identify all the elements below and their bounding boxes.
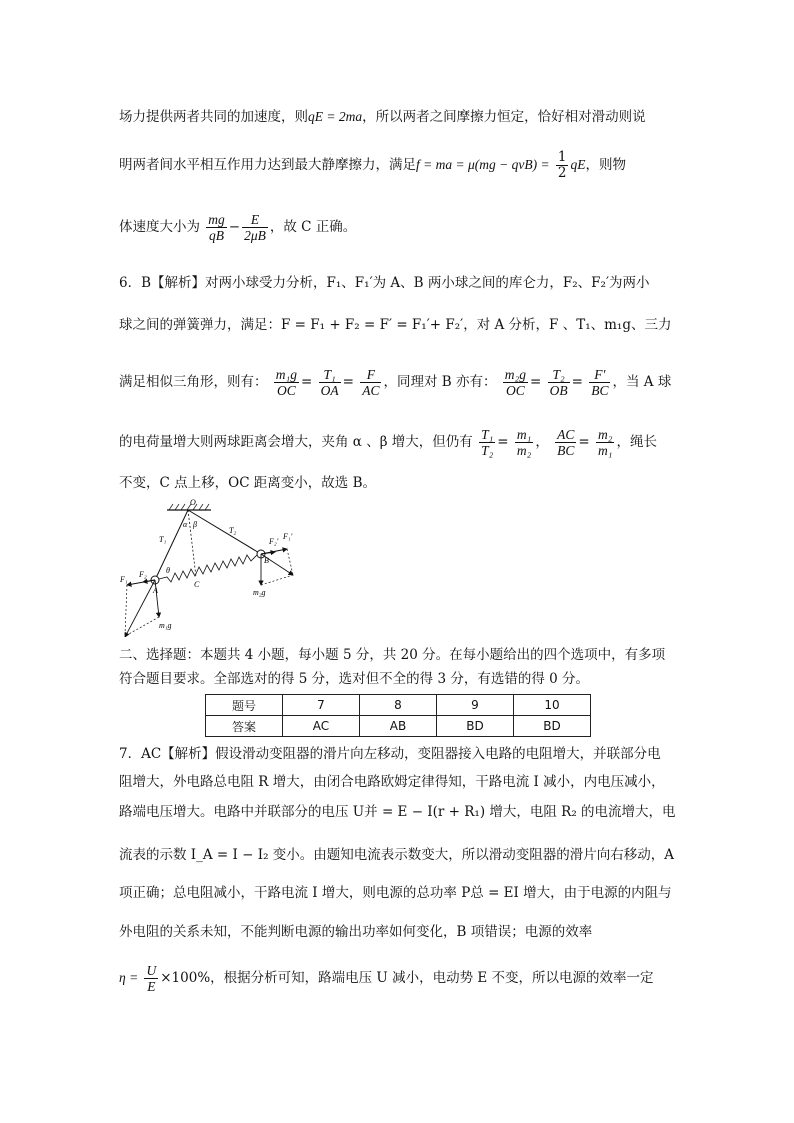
table-cell: 9 xyxy=(437,695,514,716)
label-theta: θ xyxy=(166,566,170,575)
denominator: m₂ xyxy=(516,443,532,458)
p6-line-1: 6．B【解析】对两小球受力分析，F₁、F₁′为 A、B 两小球之间的库仑力，F₂、F₂′为两小 xyxy=(119,275,650,291)
label-f1: F₁ xyxy=(120,575,128,584)
label-alpha: α xyxy=(183,520,188,529)
numerator: m₂ xyxy=(598,427,613,442)
p7-line-6: 外电阻的关系未知，不能判断电源的输出功率如何变化，B 项错误；电源的效率 xyxy=(119,924,593,940)
text: ，则物 xyxy=(585,157,626,173)
label-f2: F₂ xyxy=(139,570,147,579)
text: ×100%，根据分析可知，路端电压 U 减小，电动势 E 不变，所以电源的效率一定 xyxy=(160,970,654,986)
fraction xyxy=(555,427,576,458)
numerator: m₁g xyxy=(275,367,297,382)
numerator: F′ xyxy=(589,367,610,383)
p6-line-5: 不变，C 点上移，OC 距离变小，故选 B。 xyxy=(119,475,377,491)
ceiling-hatch xyxy=(169,504,209,510)
text: 明两者间水平相互作用力达到最大静摩擦力，满足 xyxy=(119,157,416,173)
section2-line-1: 二、选择题：本题共 4 小题，每小题 5 分，共 20 分。在每小题给出的四个选项中，有多项 xyxy=(119,647,666,663)
fraction xyxy=(242,212,268,243)
section2-line-2: 符合题目要求。全部选对的得 5 分，选对但不全的得 3 分，有选错的得 0 分。 xyxy=(119,671,590,687)
table-cell: BD xyxy=(514,716,591,737)
denominator: qB xyxy=(209,228,225,243)
text: ，同理对 B 亦有： xyxy=(383,374,497,390)
p7-line-3: 路端电压增大。电路中并联部分的电压 U并 = E − I(r + R₁) 增大，电阻 R₂ 的电流增大，电 xyxy=(119,804,676,820)
fraction xyxy=(503,367,528,398)
label-m2g: m₂g xyxy=(253,588,266,597)
fraction xyxy=(319,367,341,398)
table-cell: BD xyxy=(437,716,514,737)
formula: η = xyxy=(119,970,139,985)
formula: f = ma = μ(mg − qvB) = xyxy=(416,157,550,172)
fraction xyxy=(206,212,227,243)
table-cell: 答案 xyxy=(206,716,283,737)
denominator: OC xyxy=(277,383,296,398)
text: 的电荷量增大则两球距离会增大，夹角 α 、β 增大，但仍有 xyxy=(119,434,473,450)
table-cell: 7 xyxy=(283,695,360,716)
denominator: OB xyxy=(549,383,568,398)
text: 场力提供两者共同的加速度，则 xyxy=(119,109,308,125)
denominator: AC xyxy=(362,383,380,398)
table-row xyxy=(206,716,591,737)
text: 满足相似三角形，则有： xyxy=(119,374,268,390)
fraction xyxy=(515,427,533,458)
fraction xyxy=(360,367,381,398)
denominator: E xyxy=(147,979,156,994)
answer-table xyxy=(205,694,591,737)
formula: qE = 2ma xyxy=(308,109,363,124)
p5-line-3 xyxy=(119,212,356,243)
fraction xyxy=(274,367,299,398)
operator: − xyxy=(228,219,241,235)
label-m1g: m₁g xyxy=(159,621,172,630)
denominator: BC xyxy=(591,383,609,398)
label-t1: T₁ xyxy=(159,535,167,544)
fraction xyxy=(548,367,570,398)
p7-line-2: 阻增大，外电路总电阻 R 增大，由闭合电路欧姆定律得知，干路电流 I 减小，内电压减小， xyxy=(119,774,665,790)
denominator: BC xyxy=(557,443,575,458)
string-ob xyxy=(188,510,261,554)
fraction xyxy=(479,427,495,458)
numerator: U xyxy=(146,963,157,978)
numerator: m₂g xyxy=(504,367,526,382)
label-c: C xyxy=(194,580,200,589)
parallelogram-b xyxy=(287,549,293,575)
fraction xyxy=(589,367,610,398)
spring xyxy=(159,555,257,582)
label-a: A xyxy=(153,586,158,595)
numerator: T₁ xyxy=(319,367,341,383)
denominator: OC xyxy=(506,383,525,398)
text: ，当 A 球 xyxy=(612,374,672,390)
text: ，所以两者之间摩擦力恒定，恰好相对滑动则说 xyxy=(362,109,646,125)
p7-line-4: 流表的示数 I_A = I − I₂ 变小。由题知电流表示数变大，所以滑动变阻器的滑片向右移动，A xyxy=(119,847,675,863)
numerator: E xyxy=(242,212,268,228)
numerator: mg xyxy=(208,212,225,227)
numerator: T₁ xyxy=(481,427,494,442)
table-cell: 10 xyxy=(514,695,591,716)
p7-line-1: 7．AC【解析】假设滑动变阻器的滑片向左移动，变阻器接入电路的电阻增大，并联部分电 xyxy=(119,746,661,762)
p7-line-7 xyxy=(119,963,654,994)
force-diagram xyxy=(115,497,315,637)
label-f2p: F₂′ xyxy=(269,537,279,546)
p6-line-2: 球之间的弹簧弹力，满足：F = F₁ + F₂ = F′ = F₁′+ F₂′，对 A 分析，F 、T₁、m₁g、三力 xyxy=(119,317,672,333)
denominator: 2μB xyxy=(244,228,266,243)
p6-line-4: 的电荷量增大则两球距离会增大，夹角 α 、β 增大，但仍有 $\frac{\text{T₁}}{\text{T₂}}$ = $\frac{\text{m₁}}{\text{m₂}}$ ， $\frac{AC}{BC}$ = $\frac{\text{m₂}}{\text{m₁}}$ ，绳长 xyxy=(119,427,657,458)
p7-line-5: 项正确；总电阻减小，干路电流 I 增大，则电源的总功率 P总 = EI 增大，由于电源的内阻与 xyxy=(119,885,672,901)
p5-line-2 xyxy=(119,150,626,181)
text: ，绳长 xyxy=(616,434,657,450)
table-cell: 8 xyxy=(360,695,437,716)
p6-line-3: 满足相似三角形，则有： $\frac{\text{m₁g}}{OC}$ = $\frac{\text{T₁}}{OA}$ = $\frac{F}{AC}$ ，同理对 B 亦有： $\frac{\text{m₂g}}{OC}$ = $\frac{\text{T₂}}{OB}$ = $\frac{F'}{BC}$ ，当 A 球 xyxy=(119,367,672,398)
numerator: AC xyxy=(557,427,575,442)
parallelogram-b xyxy=(261,575,293,585)
denominator: OA xyxy=(320,383,339,398)
label-t2: T₂ xyxy=(229,526,237,535)
numerator: m₁ xyxy=(516,427,532,442)
formula: qE xyxy=(570,157,586,172)
table-cell: AB xyxy=(360,716,437,737)
parallelogram-a xyxy=(125,585,127,635)
fraction xyxy=(144,963,158,994)
denominator: T₂ xyxy=(481,443,494,458)
denominator: 2 xyxy=(557,165,567,181)
numerator: F xyxy=(360,367,381,383)
table-row xyxy=(206,695,591,716)
force-t1-arrow xyxy=(125,580,155,637)
table-cell: 题号 xyxy=(206,695,283,716)
table-cell: AC xyxy=(283,716,360,737)
text: 体速度大小为 xyxy=(119,219,200,235)
p5-line-1 xyxy=(119,108,646,126)
label-beta: β xyxy=(193,520,197,529)
fraction xyxy=(596,427,614,458)
label-o: O xyxy=(190,498,196,507)
denominator: m₁ xyxy=(598,443,613,458)
label-f1p: F₁′ xyxy=(283,532,293,541)
numerator: 1 xyxy=(557,149,567,165)
text: ，故 C 正确。 xyxy=(269,219,357,235)
numerator: T₂ xyxy=(548,367,570,383)
fraction xyxy=(556,150,569,181)
parallelogram-a xyxy=(127,617,159,635)
label-b: B xyxy=(264,556,269,565)
